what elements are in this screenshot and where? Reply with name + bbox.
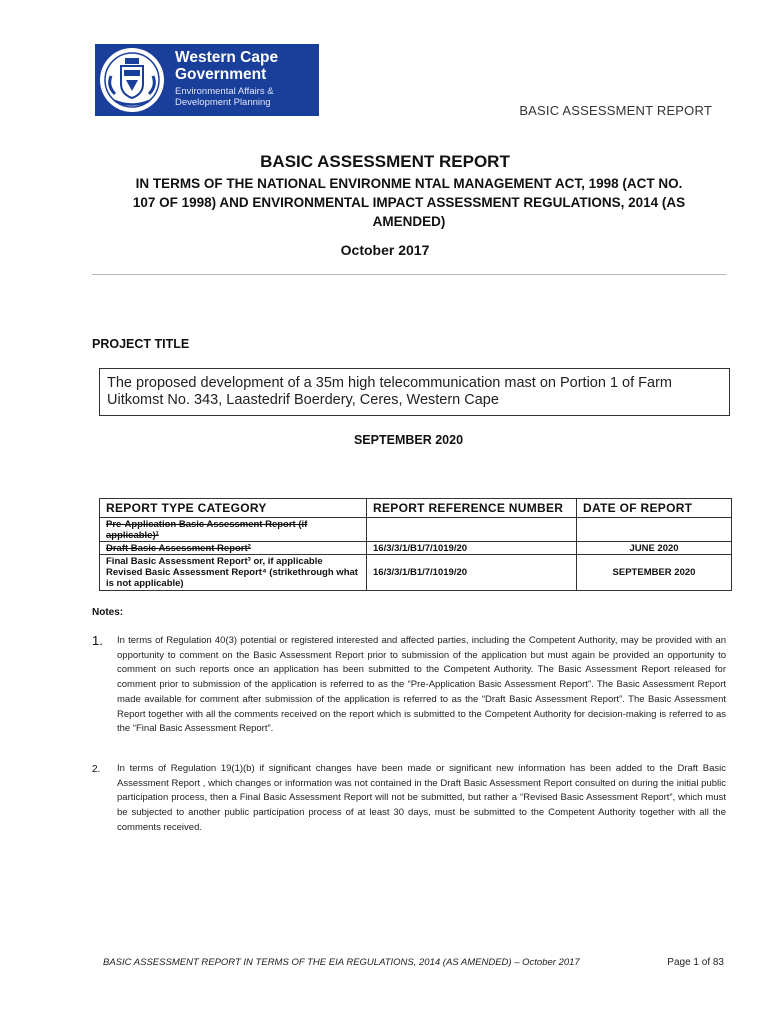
coat-of-arms-icon bbox=[97, 46, 167, 114]
table-row bbox=[100, 542, 732, 555]
column-header: REPORT REFERENCE NUMBER bbox=[367, 499, 577, 518]
report-category-cell: Pre-Application Basic Assessment Report (if applicable)¹ bbox=[100, 518, 367, 542]
table-header-row bbox=[100, 499, 732, 518]
report-type-table bbox=[99, 498, 732, 591]
document-date: October 2017 bbox=[340, 242, 430, 258]
divider bbox=[92, 274, 726, 275]
date-cell: SEPTEMBER 2020 bbox=[577, 555, 732, 591]
project-date: SEPTEMBER 2020 bbox=[353, 433, 464, 447]
document-title: BASIC ASSESSMENT REPORT bbox=[260, 152, 510, 171]
column-header: REPORT TYPE CATEGORY bbox=[100, 499, 367, 518]
document-subtitle: IN TERMS OF THE NATIONAL ENVIRONME NTAL MANAGEMENT ACT, 1998 (ACT NO. 107 OF 1998) AND ENVIRONMENTAL IMPACT ASSESSMENT REGULATIONS, 2014 (AS AMENDED) bbox=[132, 176, 686, 229]
table-row bbox=[100, 518, 732, 542]
project-title-label: PROJECT TITLE bbox=[92, 337, 190, 351]
note-number: 2. bbox=[92, 764, 101, 775]
logo-title: Western Cape Government bbox=[175, 49, 279, 83]
table-row bbox=[100, 555, 732, 591]
page-number: Page 1 of 83 bbox=[667, 957, 724, 968]
report-category-cell: Draft Basic Assessment Report² bbox=[100, 542, 367, 555]
reference-cell: 16/3/3/1/B1/7/1019/20 bbox=[367, 555, 577, 591]
notes-label: Notes: bbox=[92, 607, 124, 618]
date-cell: JUNE 2020 bbox=[577, 542, 732, 555]
note-text: In terms of Regulation 19(1)(b) if significant changes have been made or significant new information has been added to the Draft Basic Assessment Report , which changes or information was not contained in the Draft Basic Assessment Report consulted on during the initial public participation process, then a Final Basic Assessment Report will not be submitted, but rather a “Revised Basic Assessment Report”, which must be subjected to another public participation process of at least 30 days, must be submitted to the Competent Authority together with all the comments received. bbox=[117, 763, 726, 833]
running-header: BASIC ASSESSMENT REPORT bbox=[519, 103, 712, 118]
note-text: In terms of Regulation 40(3) potential or registered interested and affected parties, including the Competent Authority, may be provided with an opportunity to comment on the Basic Assessment Report prior to submission of the application but must again be provided an opportunity to comment on such reports once an application has been submitted to the Competent Authority. The Basic Assessment Report released for comment prior to submission of the application is referred to as the “Pre-Application Basic Assessment Report”. The Basic Assessment Report made available for comment after submission of the application is referred to as the “Draft Basic Assessment Report”. The Basic Assessment Report together with all the comments received on the report which is submitted to the Competent Authority for decision-making is referred to as the “Final Basic Assessment Report”. bbox=[117, 635, 726, 735]
project-title-text: The proposed development of a 35m high telecommunication mast on Portion 1 of Farm Uitkomst No. 343, Laastedrif Boerdery, Ceres, Western Cape bbox=[107, 375, 672, 408]
page-footer: BASIC ASSESSMENT REPORT IN TERMS OF THE EIA REGULATIONS, 2014 (AS AMENDED) – October 2017 bbox=[103, 957, 580, 968]
column-header: DATE OF REPORT bbox=[577, 499, 732, 518]
reference-cell bbox=[367, 518, 577, 542]
note-number: 1. bbox=[92, 633, 103, 648]
report-category-cell: Final Basic Assessment Report³ or, if applicable Revised Basic Assessment Report⁴ (strikethrough what is not applicable) bbox=[100, 555, 367, 591]
logo-subtitle: Environmental Affairs & Development Planning bbox=[175, 86, 274, 108]
reference-cell: 16/3/3/1/B1/7/1019/20 bbox=[367, 542, 577, 555]
date-cell bbox=[577, 518, 732, 542]
